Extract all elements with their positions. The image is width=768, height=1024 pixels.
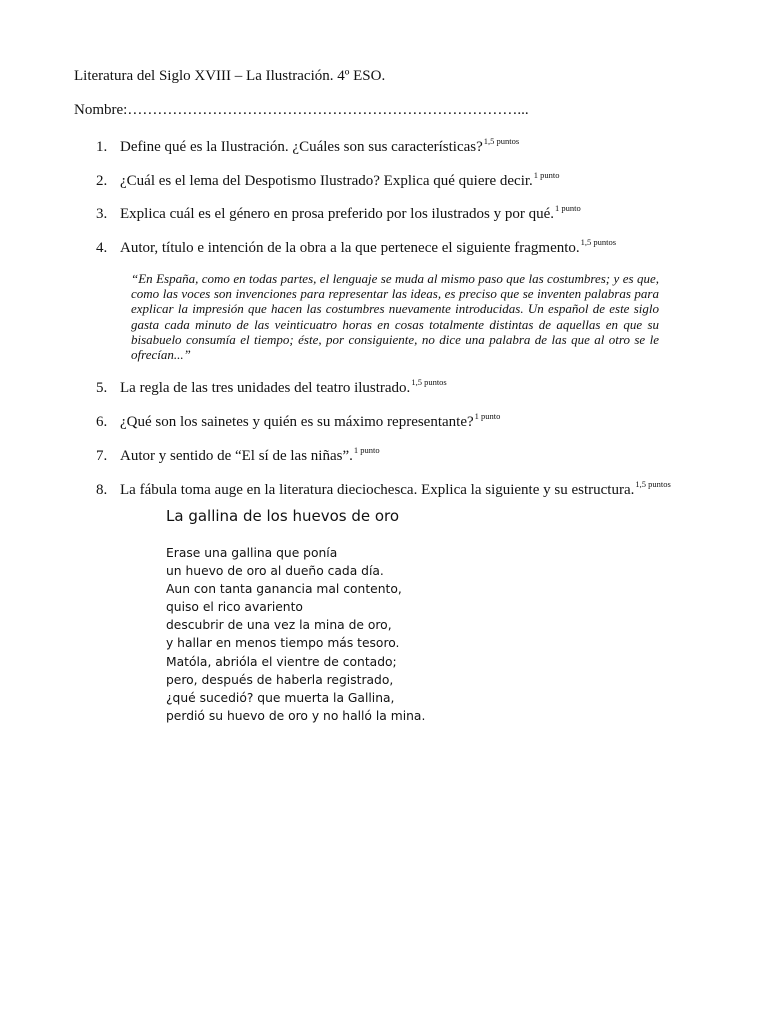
question-3 xyxy=(96,203,581,223)
question-points: 1 punto xyxy=(533,170,560,180)
fable-line: y hallar en menos tiempo más tesoro. xyxy=(166,636,400,651)
question-5 xyxy=(96,377,447,397)
question-points: 1,5 puntos xyxy=(635,479,671,489)
question-number: 8. xyxy=(96,482,108,498)
question-number: 2. xyxy=(96,173,108,189)
fable-line: Erase una gallina que ponía xyxy=(166,546,338,560)
question-text: ¿Qué son los sainetes y quién es su máximo representante? xyxy=(120,414,474,430)
quoted-fragment: “En España, como en todas partes, el lenguaje se muda al mismo paso que las costumbres; y es que, como las voces son invenciones para representar las ideas, es preciso que se inventen palabras para explicar la impresión que hacen las costumbres nuevamente introducidas. Un español de este siglo gasta cada minuto de las veinticuatro horas en cosas totalmente distintas de aquellas en que su bisabuelo consumía el tiempo; éste, por consiguiente, no dice una palabra de las que al otro se le ofrecían...” xyxy=(131,271,659,363)
fable-line: perdió su huevo de oro y no halló la mina. xyxy=(166,708,426,723)
question-points: 1 punto xyxy=(555,203,581,213)
fable-line: un huevo de oro al dueño cada día. xyxy=(166,564,384,579)
question-1 xyxy=(96,136,519,156)
fable-line: Aun con tanta ganancia mal contento, xyxy=(166,582,402,597)
question-text: ¿Cuál es el lema del Despotismo Ilustrado? Explica qué quiere decir. xyxy=(120,173,533,189)
question-4 xyxy=(96,237,616,257)
question-text: La regla de las tres unidades del teatro ilustrado. xyxy=(120,380,411,396)
fable-line: pero, después de haberla registrado, xyxy=(166,672,394,687)
question-text: Autor, título e intención de la obra a la que pertenece el siguiente fragmento. xyxy=(120,240,580,256)
document-title: Literatura del Siglo XVIII – La Ilustración. 4º ESO. xyxy=(74,68,386,84)
question-points: 1,5 puntos xyxy=(411,377,447,387)
fable-line: Matóla, abrióla el vientre de contado; xyxy=(166,654,397,669)
question-number: 1. xyxy=(96,139,108,155)
fable-title: La gallina de los huevos de oro xyxy=(166,507,400,525)
fable xyxy=(166,507,425,725)
question-points: 1 punto xyxy=(353,445,380,455)
question-points: 1,5 puntos xyxy=(580,237,617,247)
question-text: La fábula toma auge en la literatura dieciochesca. Explica la siguiente y su estructura. xyxy=(120,482,635,498)
question-2 xyxy=(96,170,560,190)
name-field-line: Nombre:……………………………………………………………………... xyxy=(74,102,529,118)
question-7 xyxy=(96,445,380,465)
question-text: Autor y sentido de “El sí de las niñas”. xyxy=(120,448,353,464)
question-text: Explica cuál es el género en prosa preferido por los ilustrados y por qué. xyxy=(120,206,555,222)
question-points: 1,5 puntos xyxy=(483,136,520,146)
question-number: 6. xyxy=(96,414,108,430)
question-number: 4. xyxy=(96,240,108,256)
question-number: 5. xyxy=(96,380,108,396)
question-number: 3. xyxy=(96,206,108,222)
fable-line: descubrir de una vez la mina de oro, xyxy=(166,618,392,633)
fable-line: quiso el rico avariento xyxy=(166,600,303,615)
question-number: 7. xyxy=(96,448,108,464)
fable-line: ¿qué sucedió? que muerta la Gallina, xyxy=(166,690,395,705)
question-6 xyxy=(96,411,500,431)
question-8 xyxy=(96,479,671,499)
question-points: 1 punto xyxy=(474,411,501,421)
question-text: Define qué es la Ilustración. ¿Cuáles son sus características? xyxy=(120,139,483,155)
